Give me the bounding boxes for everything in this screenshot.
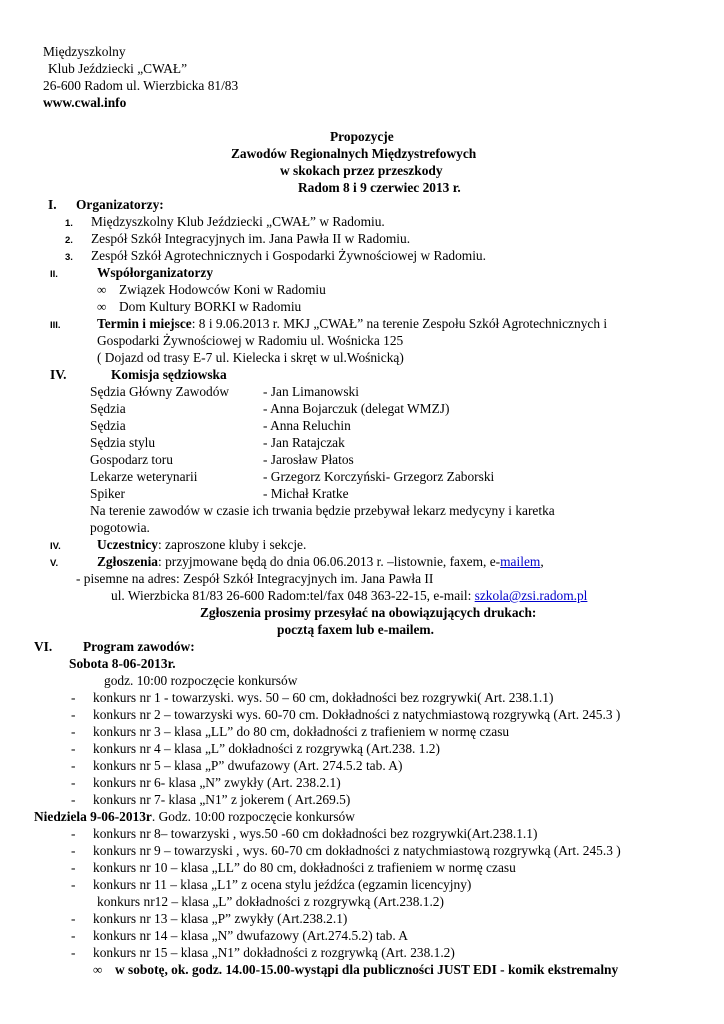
sunday-competition: konkurs nr 15 – klasa „N1” dokładności z rozgrywką (Art. 238.1.2) xyxy=(93,945,455,960)
section-judges-numeral: IV. xyxy=(50,367,67,382)
judge-role: Sędzia xyxy=(90,401,126,416)
section-organizers-heading: Organizatorzy: xyxy=(76,197,164,212)
organizer-text: Międzyszkolny Klub Jeździecki „CWAŁ” w Radomiu. xyxy=(91,214,385,229)
date-place-line2: Gospodarki Żywnościowej w Radomiu ul. Wośnicka 125 xyxy=(97,333,404,348)
coorganizer-item: Związek Hodowców Koni w Radomiu xyxy=(119,282,326,297)
judge-role: Sędzia Główny Zawodów xyxy=(90,384,230,399)
judge-name: - Jan Limanowski xyxy=(263,384,359,399)
saturday-competition: konkurs nr 4 – klasa „L” dokładności z rozgrywką (Art.238. 1.2) xyxy=(93,741,440,756)
section-organizers-numeral: I. xyxy=(48,197,57,212)
performance-note: w sobotę, ok. godz. 14.00-15.00-wystąpi dla publiczności JUST EDI - komik ekstremalny xyxy=(115,962,619,977)
list-dash: - xyxy=(71,707,76,722)
section-registration-heading: Zgłoszenia xyxy=(97,554,159,569)
list-dash: - xyxy=(71,758,76,773)
registration-line3: ul. Wierzbicka 81/83 26-600 Radom:tel/fax 048 363-22-15, e-mail: szkola@zsi.radom.pl xyxy=(111,588,588,603)
list-dash: - xyxy=(71,775,76,790)
organizer-item: 1. xyxy=(65,218,73,229)
judge-role: Sędzia stylu xyxy=(90,435,156,450)
section-program-numeral: VI. xyxy=(34,639,53,654)
registration-line1: Zgłoszenia: przyjmowane będą do dnia 06.06.2013 r. –listownie, faxem, e-mailem, xyxy=(97,554,544,569)
organizer-item: 3. xyxy=(65,252,73,263)
date-place-directions: ( Dojazd od trasy E-7 ul. Kielecka i skręt w ul.Wośnicką) xyxy=(97,350,404,365)
sunday-competition: konkurs nr 10 – klasa „LL” do 80 cm, dokładności z trafieniem w normę czasu xyxy=(93,860,516,875)
judge-name: - Jarosław Płatos xyxy=(263,452,354,467)
list-dash: - xyxy=(71,877,76,892)
medical-note-line1: Na terenie zawodów w czasie ich trwania będzie przebywał lekarz medycyny i karetka xyxy=(90,503,555,518)
section-coorganizers-numeral: II. xyxy=(50,269,58,280)
section-date-place-heading: Termin i miejsce xyxy=(97,316,192,331)
list-dash: - xyxy=(71,843,76,858)
saturday-title: Sobota 8-06-2013r. xyxy=(69,656,176,671)
organizer-item: 2. xyxy=(65,235,73,246)
list-dash: - xyxy=(71,724,76,739)
saturday-start: godz. 10:00 rozpoczęcie konkursów xyxy=(104,673,298,688)
list-dash: - xyxy=(71,741,76,756)
registration-note1: Zgłoszenia prosimy przesyłać na obowiązujących drukach: xyxy=(200,605,537,620)
date-place-line1: Termin i miejsce: 8 i 9.06.2013 r. MKJ „CWAŁ” na terenie Zespołu Szkół Agrotechnicznych i xyxy=(97,316,608,331)
organizer-text: Zespół Szkół Integracyjnych im. Jana Pawła II w Radomiu. xyxy=(91,231,411,246)
sunday-competition: konkurs nr 14 – klasa „N” dwufazowy (Art.274.5.2) tab. A xyxy=(93,928,408,943)
sunday-competition: konkurs nr 13 – klasa „P” zwykły (Art.238.2.1) xyxy=(93,911,348,926)
judge-role: Sędzia xyxy=(90,418,126,433)
sunday-competition: konkurs nr 8– towarzyski , wys.50 -60 cm dokładności bez rozgrywki(Art.238.1.1) xyxy=(93,826,538,841)
section-participants-numeral: IV. xyxy=(50,541,61,552)
section-registration-numeral: V. xyxy=(50,558,59,569)
participants-line: Uczestnicy: zaproszone kluby i sekcje. xyxy=(97,537,307,552)
org-name-line1: Międzyszkolny xyxy=(43,44,126,59)
saturday-competition: konkurs nr 5 – klasa „P” dwufazowy (Art. 274.5.2 tab. A) xyxy=(93,758,403,773)
email-link[interactable]: szkola@zsi.radom.pl xyxy=(474,588,588,603)
coorganizer-item: Dom Kultury BORKI w Radomiu xyxy=(119,299,302,314)
sunday-competition: konkurs nr 9 – towarzyski , wys. 60-70 cm dokładności z natychmiastową rozgrywką (Art. 245.3 ) xyxy=(93,843,621,858)
infinity-bullet-icon: ∞ xyxy=(97,282,107,297)
infinity-bullet-icon: ∞ xyxy=(97,299,107,314)
list-dash: - xyxy=(71,792,76,807)
list-dash: - xyxy=(71,826,76,841)
judge-name: - Jan Ratajczak xyxy=(263,435,345,450)
sunday-title: Niedziela 9-06-2013r xyxy=(34,809,152,824)
org-name-line2: Klub Jeździecki „CWAŁ” xyxy=(48,61,188,76)
saturday-competition: konkurs nr 2 – towarzyski wys. 60-70 cm. Dokładności z natychmiastową rozgrywką (Art. 245.3 ) xyxy=(93,707,621,722)
section-coorganizers-heading: Współorganizatorzy xyxy=(97,265,214,280)
title-line3: w skokach przez przeszkody xyxy=(280,163,443,178)
list-dash: - xyxy=(71,911,76,926)
judge-role: Lekarze weterynarii xyxy=(90,469,198,484)
section-program-heading: Program zawodów: xyxy=(83,639,195,654)
section-date-place-numeral: III. xyxy=(50,320,61,331)
judge-name: - Anna Bojarczuk (delegat WMZJ) xyxy=(263,401,450,416)
sunday-line: Niedziela 9-06-2013r. Godz. 10:00 rozpoczęcie konkursów xyxy=(34,809,355,824)
title-line4: Radom 8 i 9 czerwiec 2013 r. xyxy=(298,180,461,195)
section-participants-heading: Uczestnicy xyxy=(97,537,158,552)
list-dash: - xyxy=(71,690,76,705)
saturday-competition: konkurs nr 3 – klasa „LL” do 80 cm, dokładności z trafieniem w normę czasu xyxy=(93,724,510,739)
saturday-competition: konkurs nr 7- klasa „N1” z jokerem ( Art.269.5) xyxy=(93,792,351,807)
sunday-competition: konkurs nr 11 – klasa „L1” z ocena stylu jeźdźca (egzamin licencyjny) xyxy=(93,877,472,892)
list-dash: - xyxy=(71,860,76,875)
saturday-competition: konkurs nr 1 - towarzyski. wys. 50 – 60 cm, dokładności bez rozgrywki( Art. 238.1.1) xyxy=(93,690,554,705)
judge-name: - Grzegorz Korczyński- Grzegorz Zaborski xyxy=(263,469,495,484)
sunday-competition: konkurs nr12 – klasa „L” dokładności z rozgrywką (Art.238.1.2) xyxy=(97,894,444,909)
title-line2: Zawodów Regionalnych Międzystrefowych xyxy=(231,146,477,161)
registration-line2: - pisemne na adres: Zespół Szkół Integracyjnych im. Jana Pawła II xyxy=(76,571,434,586)
list-dash: - xyxy=(71,945,76,960)
saturday-competition: konkurs nr 6- klasa „N” zwykły (Art. 238.2.1) xyxy=(93,775,341,790)
registration-note2: pocztą faxem lub e-mailem. xyxy=(277,622,434,637)
judge-role: Gospodarz toru xyxy=(90,452,173,467)
organizer-text: Zespół Szkół Agrotechnicznych i Gospodarki Żywnościowej w Radomiu. xyxy=(91,248,486,263)
org-address: 26-600 Radom ul. Wierzbicka 81/83 xyxy=(43,78,239,93)
judge-name: - Michał Kratke xyxy=(263,486,349,501)
judge-name: - Anna Reluchin xyxy=(263,418,351,433)
org-website[interactable]: www.cwal.info xyxy=(43,95,127,110)
mail-link[interactable]: mailem xyxy=(500,554,541,569)
list-dash: - xyxy=(71,928,76,943)
infinity-bullet-icon: ∞ xyxy=(93,962,103,977)
judge-role: Spiker xyxy=(90,486,125,501)
section-judges-heading: Komisja sędziowska xyxy=(111,367,227,382)
medical-note-line2: pogotowia. xyxy=(90,520,150,535)
title-line1: Propozycje xyxy=(330,129,394,144)
